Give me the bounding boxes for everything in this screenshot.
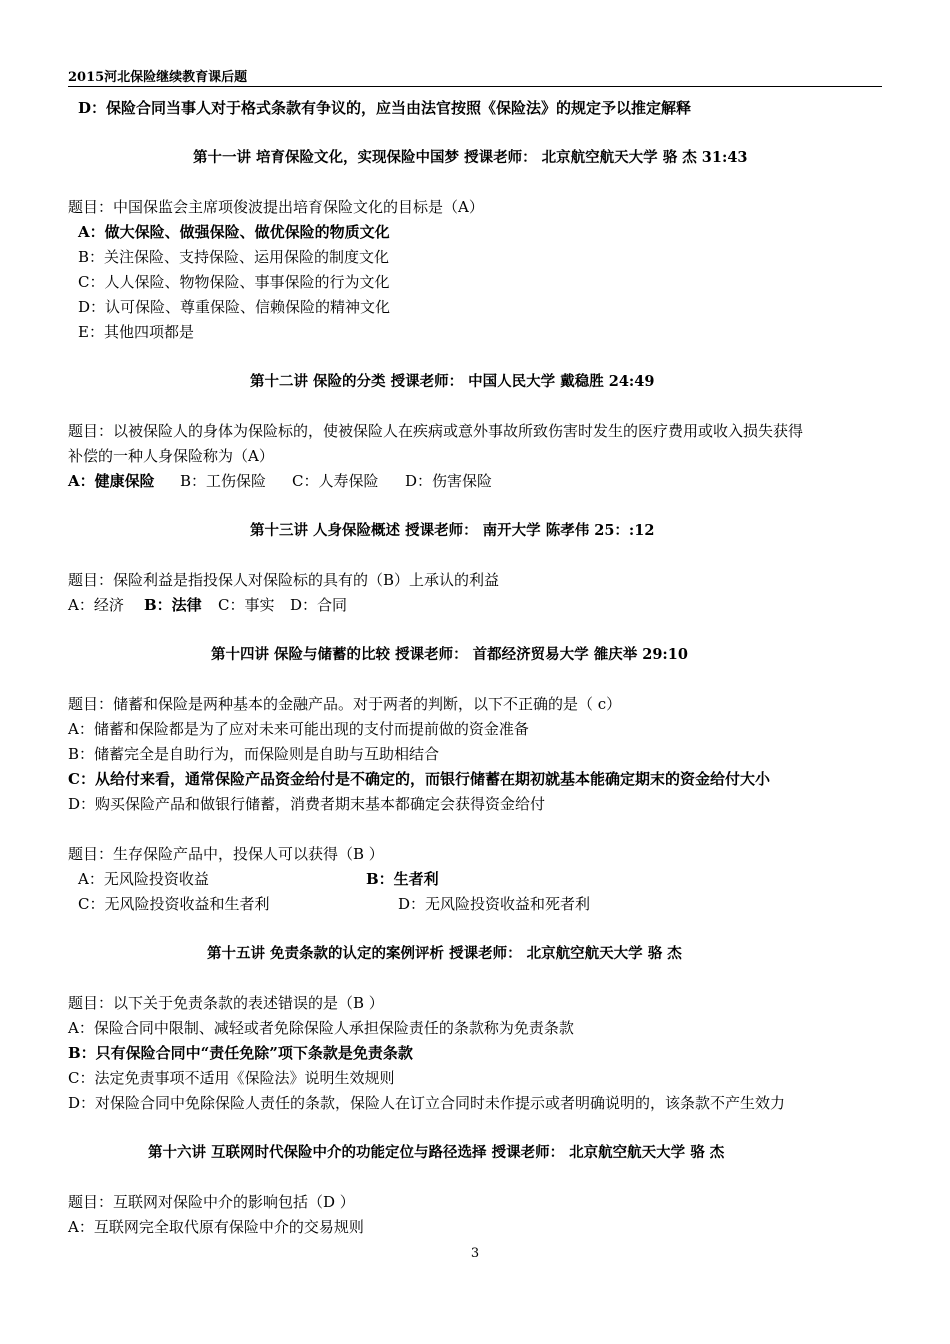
lecture-15-option-b: B：只有保险合同中“责任免除”项下条款是免责条款	[68, 1044, 413, 1062]
lecture-12-heading: 第十二讲 保险的分类 授课老师： 中国人民大学 戴稳胜 24:49	[250, 373, 655, 390]
lecture-12-question-line-1: 题目：以被保险人的身体为保险标的，使被保险人在疾病或意外事故所致伤害时发生的医疗费用或收入损失获得	[68, 422, 804, 440]
lecture-14-q2-option-a: A：无风险投资收益	[78, 870, 209, 888]
lecture-14-q2-option-b: B：生者利	[366, 870, 439, 888]
lecture-14-heading: 第十四讲 保险与储蓄的比较 授课老师： 首都经济贸易大学 雒庆举 29:10	[211, 646, 688, 663]
lecture-15-option-a: A：保险合同中限制、减轻或者免除保险人承担保险责任的条款称为免责条款	[68, 1019, 574, 1037]
lecture-15-option-c: C：法定免责事项不适用《保险法》说明生效规则	[68, 1069, 395, 1087]
lecture-11-question: 题目：中国保监会主席项俊波提出培育保险文化的目标是（A）	[68, 198, 484, 216]
lecture-14-q1-option-c: C：从给付来看，通常保险产品资金给付是不确定的，而银行储蓄在期初就基本能确定期末的资金给付大小	[68, 770, 770, 788]
lecture-11-option-c: C：人人保险、物物保险、事事保险的行为文化	[78, 273, 390, 291]
lecture-13-heading: 第十三讲 人身保险概述 授课老师： 南开大学 陈孝伟 25：:12	[250, 522, 655, 539]
lecture-15-option-d: D：对保险合同中免除保险人责任的条款，保险人在订立合同时未作提示或者明确说明的，该条款不产生效力	[68, 1094, 786, 1112]
lecture-14-q1-question: 题目：储蓄和保险是两种基本的金融产品。对于两者的判断，以下不正确的是（ c）	[68, 695, 622, 713]
lecture-16-question: 题目：互联网对保险中介的影响包括（D ）	[68, 1193, 355, 1211]
lecture-13-option-b: B：法律	[144, 596, 202, 614]
header-rule	[68, 86, 882, 87]
lecture-14-q2-option-c: C：无风险投资收益和生者利	[78, 895, 270, 913]
lecture-11-option-a: A：做大保险、做强保险、做优保险的物质文化	[78, 223, 390, 241]
lecture-14-q1-option-a: A：储蓄和保险都是为了应对未来可能出现的支付而提前做的资金准备	[68, 720, 529, 738]
page-number: 3	[470, 1246, 480, 1261]
lecture-12-option-a: A：健康保险	[68, 472, 155, 490]
lecture-13-question: 题目：保险利益是指投保人对保险标的具有的（B）上承认的利益	[68, 571, 500, 589]
lecture-14-q2-question: 题目：生存保险产品中，投保人可以获得（B ）	[68, 845, 384, 863]
answer-d-previous: D：保险合同当事人对于格式条款有争议的，应当由法官按照《保险法》的规定予以推定解释	[78, 99, 692, 117]
lecture-14-q1-option-d: D：购买保险产品和做银行储蓄，消费者期末基本都确定会获得资金给付	[68, 795, 546, 813]
lecture-11-option-b: B：关注保险、支持保险、运用保险的制度文化	[78, 248, 390, 266]
page-header-title: 2015河北保险继续教育课后题	[68, 70, 248, 85]
lecture-12-question-line-2: 补偿的一种人身保险称为（A）	[68, 447, 274, 465]
lecture-11-heading: 第十一讲 培育保险文化，实现保险中国梦 授课老师： 北京航空航天大学 骆 杰 31:43	[193, 149, 748, 166]
lecture-13-option-a: A：经济	[68, 596, 124, 614]
lecture-12-option-b: B：工伤保险	[180, 472, 267, 490]
lecture-12-option-d: D：伤害保险	[405, 472, 493, 490]
lecture-12-option-c: C：人寿保险	[292, 472, 379, 490]
lecture-15-heading: 第十五讲 免责条款的认定的案例评析 授课老师： 北京航空航天大学 骆 杰	[207, 945, 682, 962]
lecture-13-option-c: C：事实	[218, 596, 275, 614]
lecture-15-question: 题目：以下关于免责条款的表述错误的是（B ）	[68, 994, 384, 1012]
lecture-11-option-d: D：认可保险、尊重保险、信赖保险的精神文化	[78, 298, 391, 316]
lecture-13-option-d: D：合同	[290, 596, 348, 614]
lecture-11-option-e: E：其他四项都是	[78, 323, 194, 341]
lecture-16-heading: 第十六讲 互联网时代保险中介的功能定位与路径选择 授课老师： 北京航空航天大学 骆 杰	[148, 1144, 725, 1161]
lecture-14-q2-option-d: D：无风险投资收益和死者利	[398, 895, 591, 913]
lecture-14-q1-option-b: B：储蓄完全是自助行为，而保险则是自助与互助相结合	[68, 745, 440, 763]
lecture-16-option-a: A：互联网完全取代原有保险中介的交易规则	[68, 1218, 364, 1236]
